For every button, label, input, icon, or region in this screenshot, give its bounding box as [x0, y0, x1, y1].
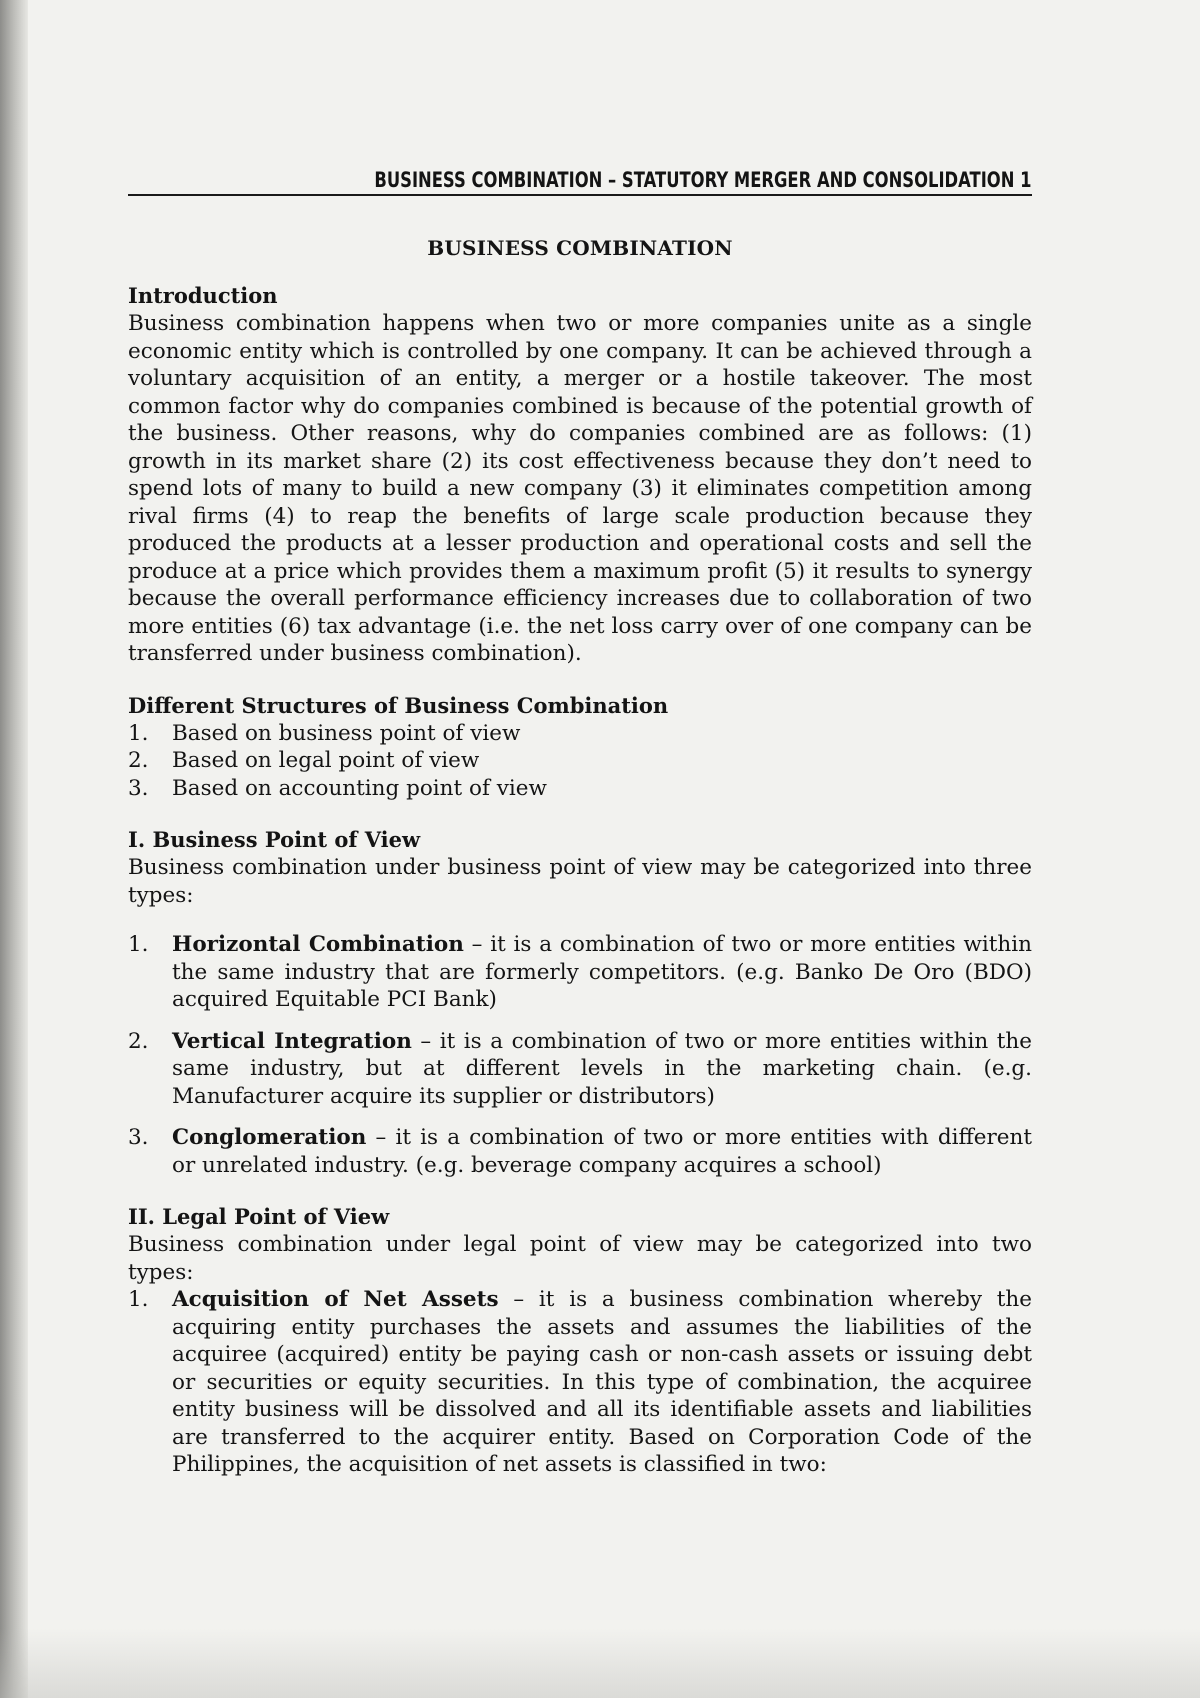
- legal-view-list: [128, 1286, 1032, 1479]
- list-item: [128, 775, 1032, 803]
- business-view-heading: I. Business Point of View: [128, 827, 421, 852]
- list-item-term: Conglomeration: [172, 1125, 367, 1150]
- legal-view-intro: Business combination under legal point of view may be categorized into two types:: [128, 1232, 1032, 1285]
- scan-bottom-shadow: [0, 1628, 1200, 1698]
- list-item-body: [172, 931, 1032, 1014]
- list-item-text: – it is a business combination whereby the acquiring entity purchases the assets and assumes the liabilities of the acquiree (acquired) entity be paying cash or non-cash assets or issuing debt or securities or equity securities. In this type of combination, the acquiree entity business will be dissolved and all its identifiable assets and liabilities are transferred to the acquirer entity. Based on Corporation Code of the Philippines, the acquisition of net assets is classified in two:: [172, 1287, 1033, 1477]
- list-item: [128, 1286, 1032, 1479]
- list-item-number: 2.: [128, 1028, 149, 1054]
- legal-view-section: [128, 1203, 1032, 1479]
- list-item-body: [172, 1286, 1032, 1479]
- list-item-number: 3.: [128, 1125, 149, 1150]
- structures-list: [128, 720, 1032, 803]
- scan-binding-shadow: [0, 0, 28, 1698]
- list-item-term: Acquisition of Net Assets: [172, 1287, 499, 1312]
- list-item: [128, 1028, 1032, 1111]
- structures-section: [128, 692, 1032, 803]
- structures-heading: Different Structures of Business Combination: [128, 692, 669, 718]
- list-item-body: [172, 1028, 1032, 1111]
- list-item: [128, 1124, 1032, 1179]
- list-item-term: Horizontal Combination: [172, 932, 464, 957]
- list-item: [128, 931, 1032, 1014]
- list-item-text: Based on business point of view: [172, 720, 521, 746]
- introduction-paragraph: Business combination happens when two or more companies unite as a single economic entity which is controlled by one company. It can be achieved through a voluntary acquisition of an entity, a merger or a hostile takeover. The most common factor why do companies combined is because of the potential growth of the business. Other reasons, why do companies combined are as follows: (1) growth in its market share (2) its cost effectiveness because they don’t need to spend lots of many to build a new company (3) it eliminates competition among rival firms (4) to reap the benefits of large scale production because they produced the products at a lesser production and operational costs and sell the produce at a price which provides them a maximum profit (5) it results to synergy because the overall performance efficiency increases due to collaboration of two more entities (6) tax advantage (i.e. the net loss carry over of one company can be transferred under business combination).: [128, 311, 1032, 666]
- list-item-text: – it is a combination of two or more entities with different or unrelated industry. (e.g. beverage company acquires a school): [172, 1125, 1032, 1178]
- list-item-text: – it is a combination of two or more entities within the same industry that are formerly competitors. (e.g. Banko De Oro (BDO) acquired Equitable PCI Bank): [172, 932, 1032, 1012]
- list-item-text: Based on accounting point of view: [172, 775, 547, 801]
- list-item: [128, 720, 1032, 748]
- list-item-number: 1.: [128, 932, 149, 957]
- running-header-title: BUSINESS COMBINATION – STATUTORY MERGER AND CONSOLIDATION 1: [374, 168, 1032, 192]
- list-item-number: 1.: [128, 1287, 149, 1312]
- running-header: [128, 158, 1032, 196]
- list-item: [128, 747, 1032, 775]
- list-item-number: 2.: [128, 748, 149, 773]
- list-item-number: 1.: [128, 720, 149, 746]
- page-content: [128, 158, 1032, 1479]
- legal-view-heading: II. Legal Point of View: [128, 1204, 390, 1229]
- list-item-term: Vertical Integration: [172, 1028, 412, 1054]
- list-item-text: – it is a combination of two or more entities within the same industry, but at different levels in the marketing chain. (e.g. Manufacturer acquire its supplier or distributors): [172, 1028, 1032, 1109]
- business-view-section: [128, 826, 1032, 1179]
- business-view-intro: Business combination under business point of view may be categorized into three types:: [128, 855, 1032, 908]
- introduction-section: [128, 282, 1032, 668]
- list-item-text: Based on legal point of view: [172, 748, 480, 773]
- document-title: BUSINESS COMBINATION: [427, 236, 733, 260]
- introduction-heading: Introduction: [128, 283, 278, 308]
- business-view-list: [128, 931, 1032, 1179]
- list-item-number: 3.: [128, 775, 149, 801]
- list-item-body: [172, 1124, 1032, 1179]
